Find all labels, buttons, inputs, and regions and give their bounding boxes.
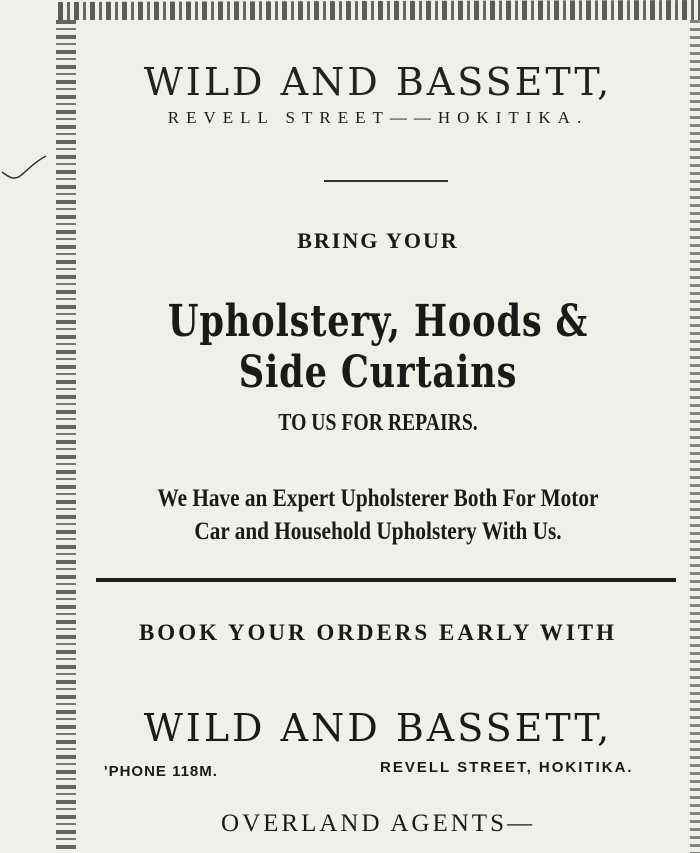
header-address: REVELL STREET——HOKITIKA. [167, 108, 589, 127]
footer-address: REVELL STREET, HOKITIKA. [380, 759, 634, 776]
pen-stroke-mark [0, 150, 50, 190]
book-orders-text: BOOK YOUR ORDERS EARLY WITH [138, 620, 618, 645]
expert-line-2: Car and Household Upholstery With Us. [194, 518, 562, 545]
repairs-text: TO US FOR REPAIRS. [278, 410, 478, 436]
phone-number: 'PHONE 118M. [104, 763, 218, 780]
long-divider [96, 578, 676, 582]
header-business-name: WILD AND BASSETT, [143, 60, 613, 104]
adjacent-column-noise-right [690, 20, 700, 853]
adjacent-column-noise-top [58, 0, 700, 20]
agents-text: OVERLAND AGENTS— [221, 810, 535, 837]
expert-line-1: We Have an Expert Upholsterer Both For Motor [157, 485, 599, 512]
headline: Upholstery, Hoods & Side Curtains [167, 296, 589, 398]
footer-business-name: WILD AND BASSETT, [143, 706, 613, 750]
bring-your-text: BRING YOUR [297, 228, 459, 253]
expert-text [113, 482, 643, 548]
short-divider [324, 180, 448, 182]
